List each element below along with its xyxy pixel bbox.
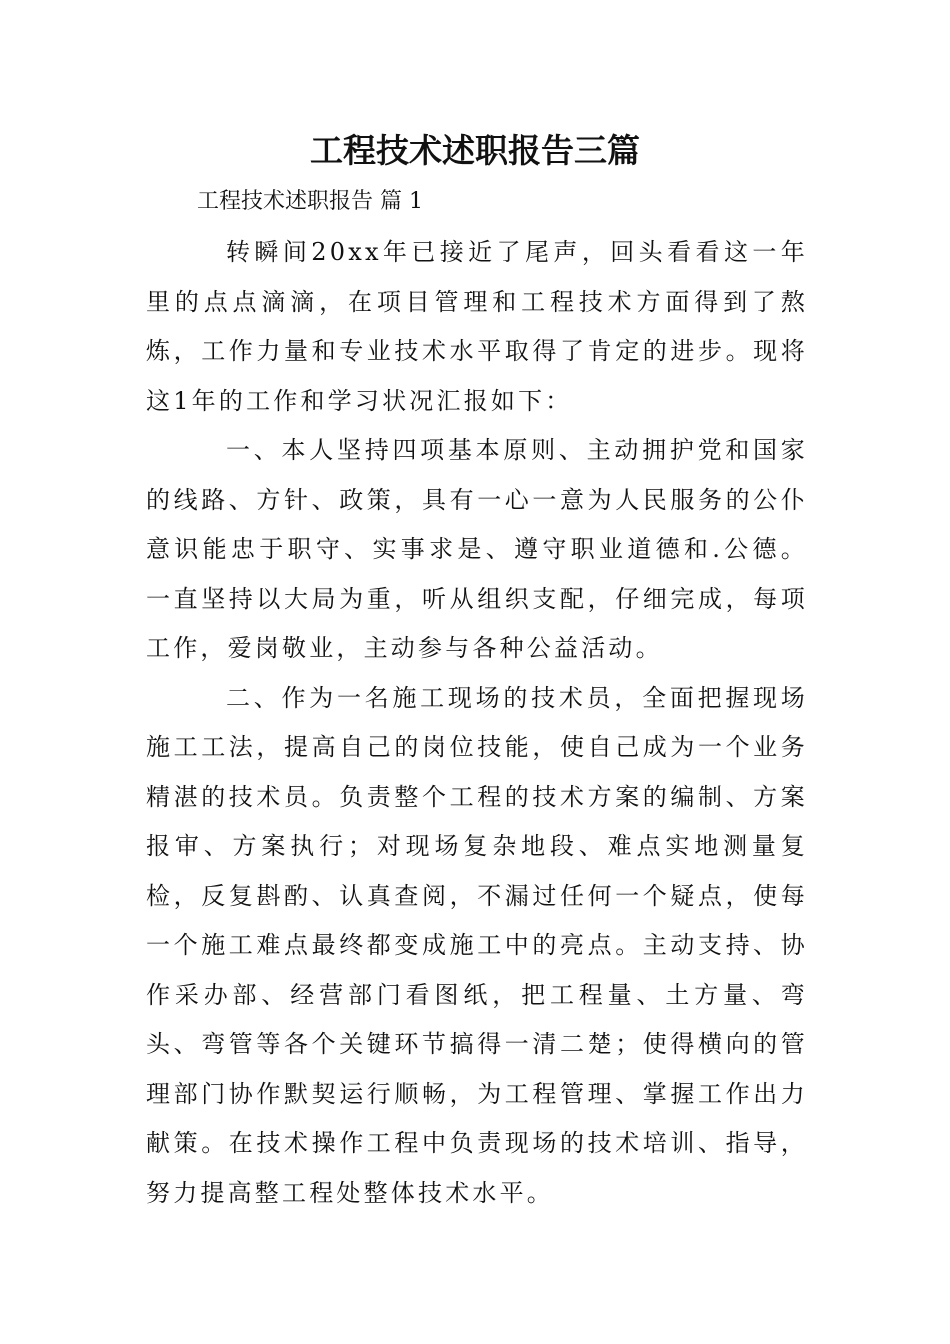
paragraph-intro: 转瞬间20xx年已接近了尾声，回头看看这一年里的点点滴滴，在项目管理和工程技术方面得到了熬炼，工作力量和专业技术水平取得了肯定的进步。现将这1年的工作和学习状况汇报如下： (146, 238, 808, 415)
paragraph-section-one: 一、本人坚持四项基本原则、主动拥护党和国家的线路、方针、政策，具有一心一意为人民服务的公仆意识能忠于职守、实事求是、遵守职业道德和.公德。一直坚持以大局为重，听从组织支配，仔细完成，每项工作，爱岗敬业，主动参与各种公益活动。 (146, 436, 808, 662)
paragraph-section-two: 二、作为一名施工现场的技术员，全面把握现场施工工法，提高自己的岗位技能，使自己成为一个业务精湛的技术员。负责整个工程的技术方案的编制、方案报审、方案执行；对现场复杂地段、难点实地测量复检，反复斟酌、认真查阅，不漏过任何一个疑点，使每一个施工难点最终都变成施工中的亮点。主动支持、协作采办部、经营部门看图纸，把工程量、土方量、弯头、弯管等各个关键环节搞得一清二楚；使得横向的管理部门协作默契运行顺畅，为工程管理、掌握工作出力献策。在技术操作工程中负责现场的技术培训、指导，努力提高整工程处整体技术水平。 (146, 683, 808, 1207)
document-title: 工程技术述职报告三篇 (310, 131, 640, 170)
document-subtitle: 工程技术述职报告 篇 1 (197, 189, 423, 214)
document-body (146, 228, 808, 1218)
